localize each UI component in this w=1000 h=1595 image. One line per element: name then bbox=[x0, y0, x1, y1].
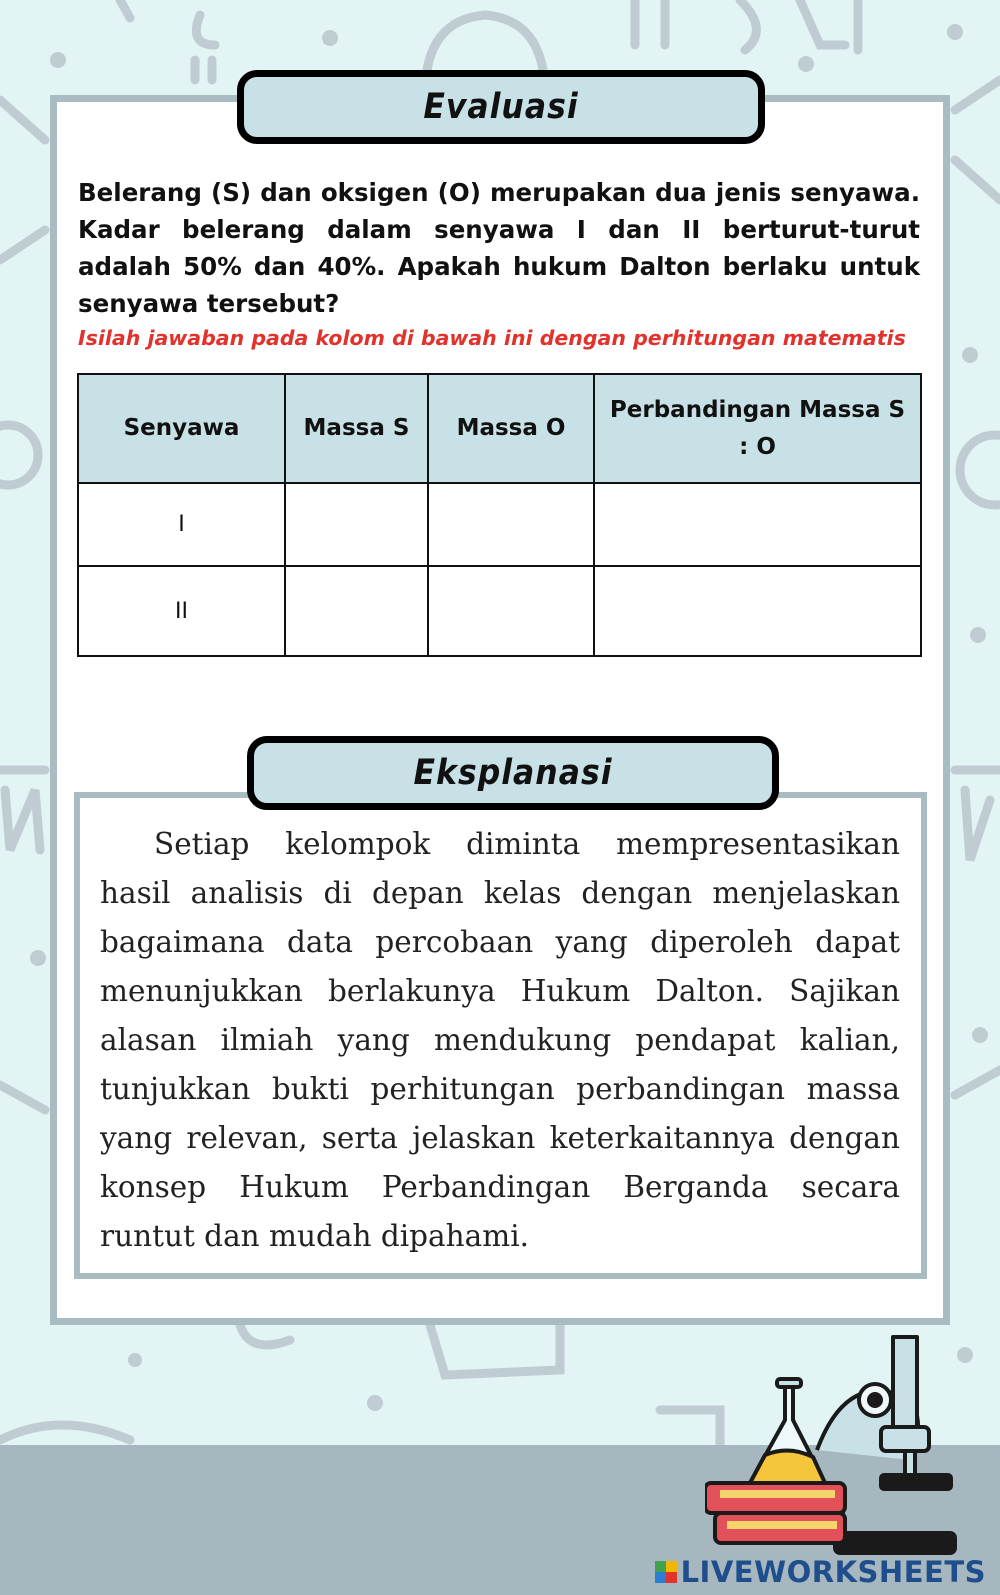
massa-o-answer-field[interactable] bbox=[428, 483, 594, 566]
table-header-row bbox=[78, 374, 921, 483]
evaluasi-title: Evaluasi bbox=[237, 70, 765, 144]
mass-ratio-table bbox=[77, 373, 922, 657]
header-massa-s: Massa S bbox=[285, 374, 428, 483]
massa-s-answer-field[interactable] bbox=[285, 483, 428, 566]
senyawa-cell: II bbox=[78, 566, 285, 656]
massa-s-answer-field[interactable] bbox=[285, 566, 428, 656]
header-massa-o: Massa O bbox=[428, 374, 594, 483]
liveworksheets-watermark bbox=[655, 1555, 986, 1589]
senyawa-cell: I bbox=[78, 483, 285, 566]
header-senyawa: Senyawa bbox=[78, 374, 285, 483]
massa-o-answer-field[interactable] bbox=[428, 566, 594, 656]
eksplanasi-text: Setiap kelompok diminta mempresentasikan hasil analisis di depan kelas dengan menjelaskan bagaimana data percobaan yang diperoleh dapat menunjukkan berlakunya Hukum Dalton. Sajikan alasan ilmiah yang mendukung pendapat kalian, tunjukkan bukti perhitungan perbandingan massa yang relevan, serta jelaskan keterkaitannya dengan konsep Hukum Perbandingan Berganda secara runtut dan mudah dipahami. bbox=[100, 827, 900, 1253]
lab-equipment-illustration bbox=[705, 1335, 975, 1560]
watermark-text: LIVEWORKSHEETS bbox=[680, 1555, 986, 1589]
table-row bbox=[78, 483, 921, 566]
evaluasi-question: Belerang (S) dan oksigen (O) merupakan dua jenis senyawa. Kadar belerang dalam senyawa I dan II berturut-turut adalah 50% dan 40%. Apakah hukum Dalton berlaku untuk senyawa tersebut? bbox=[78, 178, 920, 318]
perbandingan-answer-field[interactable] bbox=[594, 566, 921, 656]
table-row bbox=[78, 566, 921, 656]
liveworksheets-logo-icon bbox=[655, 1561, 677, 1583]
evaluasi-instruction: Isilah jawaban pada kolom di bawah ini dengan perhitungan matematis bbox=[78, 326, 906, 350]
eksplanasi-title: Eksplanasi bbox=[247, 736, 779, 810]
header-perbandingan-massa: Perbandingan Massa S : O bbox=[594, 374, 921, 483]
perbandingan-answer-field[interactable] bbox=[594, 483, 921, 566]
